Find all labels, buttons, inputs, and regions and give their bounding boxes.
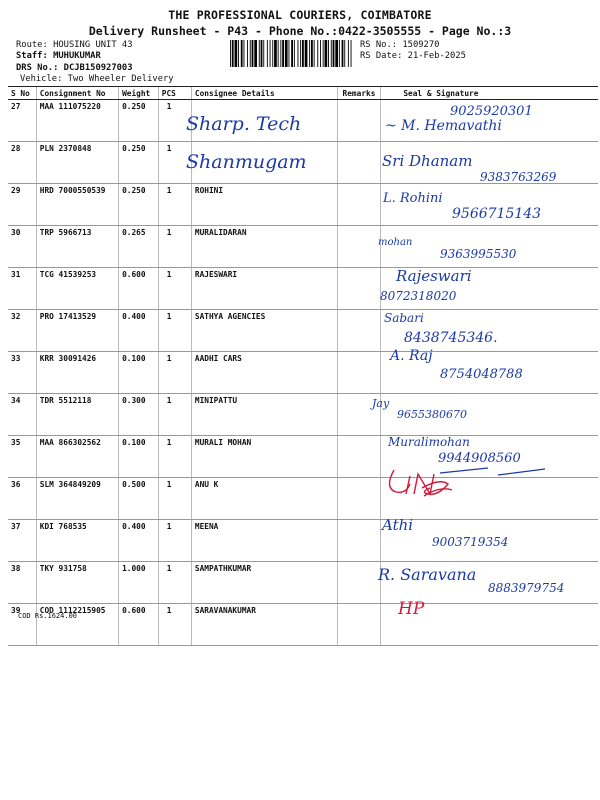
cell-weight: 0.400 [119, 310, 159, 352]
barcode-bar [261, 40, 263, 67]
signature-handwriting: L. Rohini [383, 191, 443, 206]
table-row [8, 268, 598, 310]
cell-weight: 0.100 [119, 436, 159, 478]
cell-sno: 29 [8, 184, 36, 226]
cell-sno: 27 [8, 100, 36, 142]
phone-handwriting: 8438745346. [404, 330, 498, 346]
cell-sno: 34 [8, 394, 36, 436]
cell-consignment-no: SLM 364849209 [36, 478, 118, 520]
cell-weight: 0.400 [119, 520, 159, 562]
cell-consignee-details: ROHINI [191, 184, 337, 226]
staff-label: Staff: MUHUKUMAR [16, 51, 101, 61]
cell-weight: 0.100 [119, 352, 159, 394]
cell-consignee-details: MURALI MOHAN [191, 436, 337, 478]
barcode-bar [267, 40, 268, 67]
cell-remarks [337, 604, 381, 646]
cell-consignee-details: SATHYA AGENCIES [191, 310, 337, 352]
table-row [8, 604, 598, 646]
table-row [8, 478, 598, 520]
cell-consignee-details: MURALIDARAN [191, 226, 337, 268]
table-row [8, 310, 598, 352]
barcode-bar [270, 40, 271, 67]
cell-sno: 32 [8, 310, 36, 352]
phone-handwriting: 9363995530 [440, 247, 517, 261]
phone-handwriting: 9025920301 [450, 104, 533, 119]
cell-weight: 0.300 [119, 394, 159, 436]
cell-consignee-details: SAMPATHKUMAR [191, 562, 337, 604]
table-row [8, 184, 598, 226]
consignee-handwriting: Shanmugam [186, 151, 307, 173]
barcode-bar [247, 40, 248, 67]
runsheet-table [8, 86, 598, 646]
cell-consignee-details: ANU K [191, 478, 337, 520]
barcode-bar [317, 40, 318, 67]
cell-pcs: 1 [158, 520, 191, 562]
cell-seal-signature [381, 562, 598, 604]
consignee-handwriting: Sharp. Tech [186, 113, 302, 135]
signature-handwriting: Sri Dhanam [382, 152, 473, 170]
phone-handwriting: 9003719354 [432, 535, 509, 549]
barcode-bar [328, 40, 329, 67]
barcode-bar [344, 40, 345, 67]
column-header: S No [8, 87, 36, 100]
cell-consignee-details: AADHI CARS [191, 352, 337, 394]
cell-seal-signature [381, 226, 598, 268]
cell-sno: 35 [8, 436, 36, 478]
cell-pcs: 1 [158, 478, 191, 520]
column-header: Consignee Details [191, 87, 337, 100]
barcode-bar [348, 40, 349, 67]
signature-handwriting: Sabari [384, 311, 424, 325]
barcode [230, 40, 352, 67]
cell-pcs: 1 [158, 310, 191, 352]
cell-sno: 33 [8, 352, 36, 394]
barcode-bar [232, 40, 234, 67]
cell-weight: 0.250 [119, 184, 159, 226]
cell-consignee-details: SARAVANAKUMAR [191, 604, 337, 646]
cell-weight: 1.000 [119, 562, 159, 604]
vehicle-label: Vehicle: Two Wheeler Delivery [20, 74, 174, 84]
cell-consignment-no: TRP 5966713 [36, 226, 118, 268]
cell-remarks [337, 436, 381, 478]
cell-remarks [337, 184, 381, 226]
cell-remarks [337, 352, 381, 394]
cell-consignment-no: TCG 41539253 [36, 268, 118, 310]
table-header-row [8, 87, 598, 100]
cell-seal-signature [381, 100, 598, 142]
cell-seal-signature [381, 436, 598, 478]
signature-handwriting: Athi [382, 516, 414, 534]
barcode-bar [250, 40, 251, 67]
cell-consignment-no: PLN 2370848 [36, 142, 118, 184]
phone-handwriting: 9944908560 [438, 451, 521, 466]
cell-sno: 39 [8, 604, 36, 646]
cell-consignee-details [191, 100, 337, 142]
barcode-bar [309, 40, 310, 67]
red-signature: HP [398, 599, 425, 619]
rs-date-label: RS Date: 21-Feb-2025 [360, 51, 466, 61]
cell-pcs: 1 [158, 226, 191, 268]
barcode-bar [323, 40, 324, 67]
barcode-bar [331, 40, 332, 67]
barcode-bar [282, 40, 284, 67]
barcode-bar [238, 40, 239, 67]
barcode-bar [335, 40, 338, 67]
cell-seal-signature [381, 520, 598, 562]
signature-handwriting: Rajeswari [396, 267, 472, 285]
column-header: Weight [119, 87, 159, 100]
cell-sno: 38 [8, 562, 36, 604]
barcode-bar [302, 40, 304, 67]
table-row [8, 226, 598, 268]
cell-pcs: 1 [158, 394, 191, 436]
barcode-bar [244, 40, 245, 67]
barcode-bar [259, 40, 260, 67]
barcode-bar [263, 40, 264, 67]
cell-seal-signature [381, 352, 598, 394]
column-header: Consignment No [36, 87, 118, 100]
cell-weight: 0.250 [119, 142, 159, 184]
cell-pcs: 1 [158, 352, 191, 394]
table-row [8, 562, 598, 604]
barcode-bar [298, 40, 299, 67]
cell-pcs: 1 [158, 562, 191, 604]
barcode-bar [305, 40, 308, 67]
cell-pcs: 1 [158, 268, 191, 310]
barcode-bar [333, 40, 335, 67]
cell-pcs: 1 [158, 142, 191, 184]
barcode-bar [252, 40, 254, 67]
barcode-bar [311, 40, 313, 67]
cell-seal-signature [381, 268, 598, 310]
barcode-bar [235, 40, 238, 67]
cell-remarks [337, 478, 381, 520]
phone-handwriting: 8754048788 [440, 367, 523, 382]
barcode-bar [325, 40, 328, 67]
cell-sno: 30 [8, 226, 36, 268]
barcode-bar [272, 40, 273, 67]
cell-consignment-no: MAA 866302562 [36, 436, 118, 478]
barcode-bar [294, 40, 295, 67]
cell-remarks [337, 100, 381, 142]
barcode-bar [254, 40, 257, 67]
cell-weight: 0.250 [119, 100, 159, 142]
cell-pcs: 1 [158, 184, 191, 226]
barcode-bar [280, 40, 281, 67]
phone-handwriting: 9566715143 [452, 206, 542, 222]
cell-remarks [337, 520, 381, 562]
phone-handwriting: 8072318020 [380, 289, 457, 303]
document-title: THE PROFESSIONAL COURIERS, COIMBATORE [168, 8, 432, 22]
cell-sno: 31 [8, 268, 36, 310]
cell-remarks [337, 562, 381, 604]
barcode-bar [230, 40, 231, 67]
signature-handwriting: Jay [372, 397, 390, 410]
cell-seal-signature [381, 604, 598, 646]
barcode-bar [241, 40, 243, 67]
barcode-bar [300, 40, 301, 67]
cell-consignee-details: RAJESWARI [191, 268, 337, 310]
cell-seal-signature [381, 394, 598, 436]
signature-handwriting: mohan [378, 237, 413, 248]
table-row [8, 436, 598, 478]
column-header: Remarks [337, 87, 381, 100]
signature-handwriting: Muralimohan [388, 435, 470, 449]
cell-weight: 0.500 [119, 478, 159, 520]
cell-consignment-no: MAA 111075220 [36, 100, 118, 142]
cell-seal-signature [381, 184, 598, 226]
cell-consignment-no: PRO 17413529 [36, 310, 118, 352]
route-label: Route: HOUSING UNIT 43 [16, 40, 133, 50]
phone-handwriting: 9655380670 [397, 408, 467, 421]
cell-consignment-no: TDR 5512118 [36, 394, 118, 436]
table-row [8, 142, 598, 184]
cell-sno: 37 [8, 520, 36, 562]
barcode-bar [342, 40, 344, 67]
barcode-bar [274, 40, 277, 67]
barcode-bar [320, 40, 321, 67]
column-header: Seal & Signature [381, 87, 598, 100]
rs-no-label: RS No.: 1509270 [360, 40, 440, 50]
cell-consignment-no: KDI 768535 [36, 520, 118, 562]
barcode-bar [314, 40, 315, 67]
barcode-bar [278, 40, 279, 67]
signature-handwriting: ~ M. Hemavathi [385, 118, 502, 134]
cell-weight: 0.265 [119, 226, 159, 268]
signature-handwriting: R. Saravana [378, 565, 477, 584]
table-row [8, 394, 598, 436]
cell-consignee-details: MEENA [191, 520, 337, 562]
cell-remarks [337, 268, 381, 310]
table-row [8, 520, 598, 562]
cell-pcs: 1 [158, 436, 191, 478]
cell-remarks [337, 226, 381, 268]
barcode-bar [291, 40, 293, 67]
cell-weight: 0.600 [119, 268, 159, 310]
phone-handwriting: 9383763269 [480, 170, 557, 184]
cell-seal-signature [381, 478, 598, 520]
barcode-bar [351, 40, 352, 67]
signature-handwriting: A. Raj [390, 348, 433, 364]
cod-amount: COD Rs.1624.00 [18, 612, 78, 620]
cell-remarks [337, 142, 381, 184]
barcode-bar [285, 40, 288, 67]
cell-consignment-no: HRD 7000550539 [36, 184, 118, 226]
column-header: PCS [158, 87, 191, 100]
phone-handwriting: 8883979754 [488, 581, 565, 595]
cell-pcs: 1 [158, 100, 191, 142]
table-row [8, 352, 598, 394]
drs-label: DRS No.: DCJB150927003 [16, 63, 133, 73]
cell-weight: 0.600 [119, 604, 159, 646]
barcode-bar [289, 40, 290, 67]
cell-seal-signature [381, 142, 598, 184]
cell-remarks [337, 310, 381, 352]
cell-consignee-details [191, 142, 337, 184]
barcode-bar [339, 40, 340, 67]
cell-consignment-no: TKY 931758 [36, 562, 118, 604]
cell-sno: 36 [8, 478, 36, 520]
cell-pcs: 1 [158, 604, 191, 646]
cell-seal-signature [381, 310, 598, 352]
cell-remarks [337, 394, 381, 436]
cell-consignee-details: MINIPATTU [191, 394, 337, 436]
cell-consignment-no: KRR 30091426 [36, 352, 118, 394]
document-subtitle: Delivery Runsheet - P43 - Phone No.:0422-3505555 - Page No.:3 [88, 24, 512, 38]
table-row [8, 100, 598, 142]
cell-sno: 28 [8, 142, 36, 184]
cell-consignment-no: COD 1112215905 [36, 604, 118, 646]
